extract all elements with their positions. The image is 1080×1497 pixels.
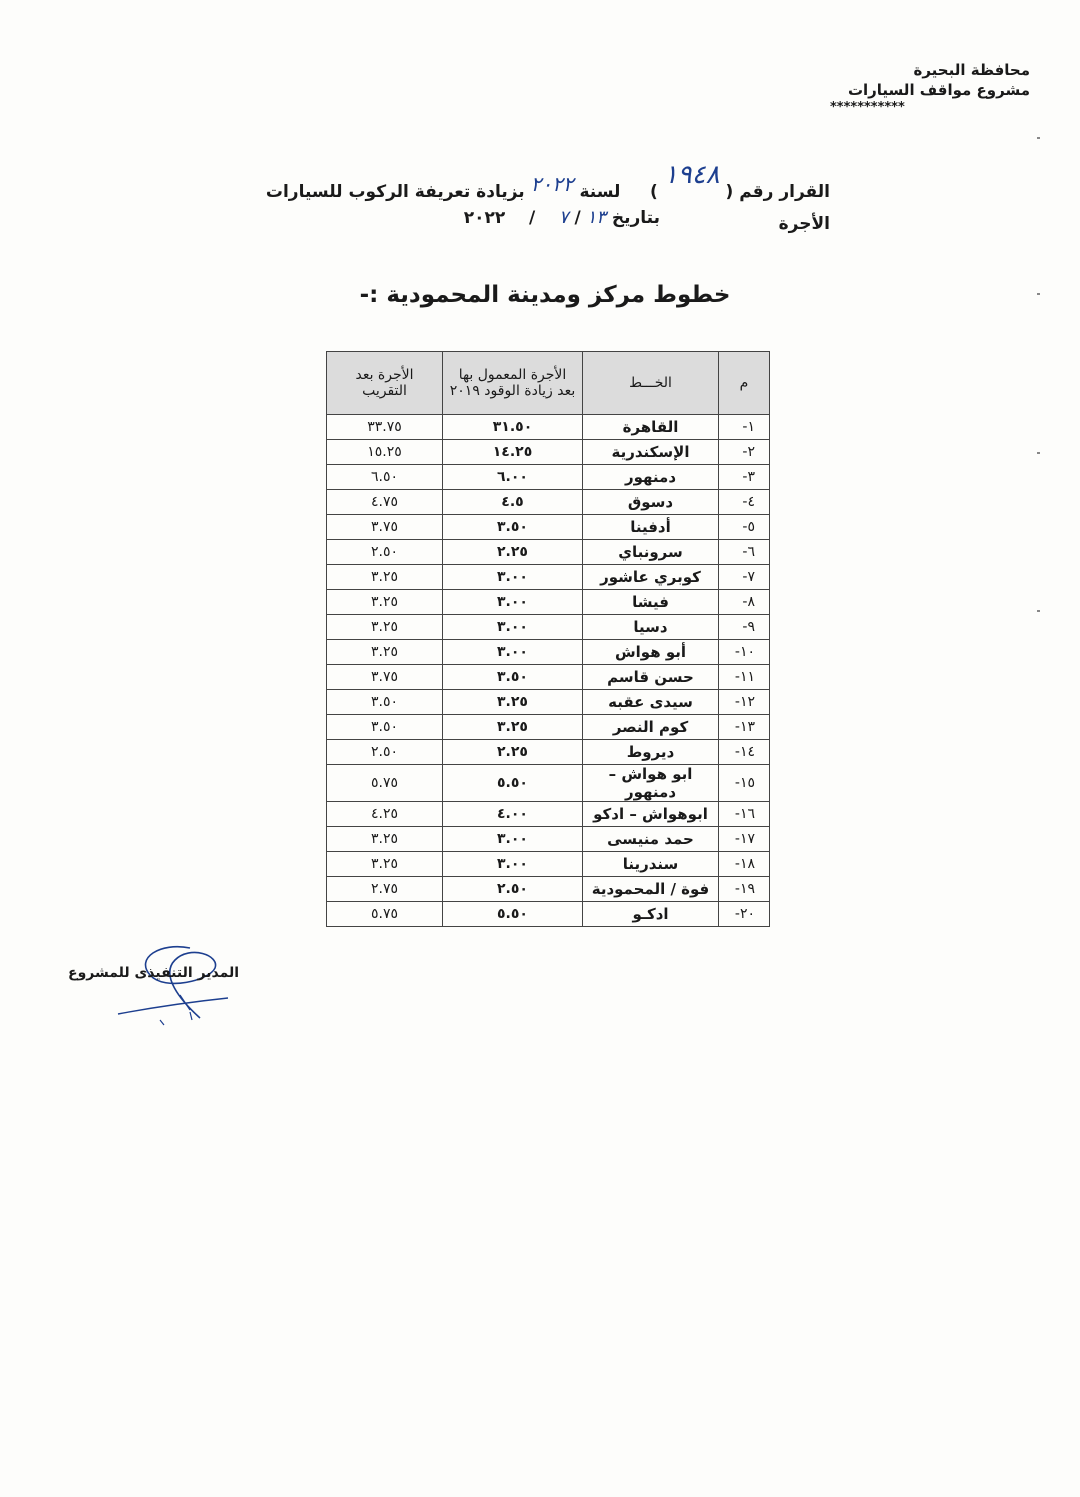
table-row — [327, 540, 770, 565]
decree-subject: بزيادة تعريفة الركوب للسيارات الأجرة — [265, 182, 830, 234]
row-current-fare-cell: ٣١.٥٠ — [443, 415, 583, 440]
row-new-fare-cell: ٣.٢٥ — [327, 827, 443, 852]
row-current-fare-cell: ٣.٥٠ — [443, 515, 583, 540]
row-line-cell: سندرينا — [583, 852, 719, 877]
table-row — [327, 465, 770, 490]
row-num-cell: ١٦- — [719, 802, 770, 827]
section-title-text: خطوط مركز ومدينة المحمودية :- — [359, 282, 731, 308]
row-num-cell: ١٥- — [719, 765, 770, 802]
row-new-fare-cell: ٤.٧٥ — [327, 490, 443, 515]
row-num-cell: ٦- — [719, 540, 770, 565]
table-row — [327, 440, 770, 465]
table-row — [327, 827, 770, 852]
row-current-fare-cell: ٣.٠٠ — [443, 640, 583, 665]
decree-date-label: بتاريخ — [611, 208, 660, 228]
row-new-fare-cell: ٣.٧٥ — [327, 515, 443, 540]
table-body — [327, 415, 770, 927]
row-line-cell: ابو هواش – دمنهور — [583, 765, 719, 802]
row-new-fare-cell: ٢.٥٠ — [327, 540, 443, 565]
table-row — [327, 852, 770, 877]
row-new-fare-cell: ٢.٧٥ — [327, 877, 443, 902]
row-new-fare-cell: ٥.٧٥ — [327, 765, 443, 802]
row-current-fare-cell: ٤.٠٠ — [443, 802, 583, 827]
row-line-cell: أبو هواش — [583, 640, 719, 665]
letterhead — [770, 60, 1030, 118]
row-current-fare-cell: ٣.٥٠ — [443, 665, 583, 690]
row-current-fare-cell: ٣.٠٠ — [443, 615, 583, 640]
fare-table — [326, 351, 770, 927]
row-line-cell: كوبري عاشور — [583, 565, 719, 590]
table-row — [327, 415, 770, 440]
row-new-fare-cell: ٣.٥٠ — [327, 715, 443, 740]
row-num-cell: ٢٠- — [719, 902, 770, 927]
decree-close-paren: ) — [650, 182, 658, 202]
row-line-cell: الإسكندرية — [583, 440, 719, 465]
row-line-cell: سرونباي — [583, 540, 719, 565]
row-line-cell: فيشا — [583, 590, 719, 615]
row-line-cell: دسوق — [583, 490, 719, 515]
decree-day-handwritten: ١٣ — [586, 207, 606, 228]
row-num-cell: ١٧- — [719, 827, 770, 852]
row-line-cell: ادكـو — [583, 902, 719, 927]
row-current-fare-cell: ٢.٥٠ — [443, 877, 583, 902]
decree-date-sep-2: / — [528, 208, 536, 228]
header-num: م — [719, 352, 770, 415]
decree-number-handwritten: ١٩٤٨ — [663, 160, 720, 190]
row-line-cell: دمنهور — [583, 465, 719, 490]
row-num-cell: ١٩- — [719, 877, 770, 902]
header-new-fare: الأجرة بعد التقريب — [327, 352, 443, 415]
decree-month-handwritten: ٧ — [558, 207, 569, 228]
signature-mark — [40, 940, 240, 1040]
row-num-cell: ٤- — [719, 490, 770, 515]
decree-line-2 — [230, 205, 830, 231]
row-line-cell: حمد منيسى — [583, 827, 719, 852]
decree-date-year: ٢٠٢٢ — [463, 208, 506, 228]
table-row — [327, 877, 770, 902]
table-row — [327, 590, 770, 615]
row-num-cell: ١٤- — [719, 740, 770, 765]
row-new-fare-cell: ٢.٥٠ — [327, 740, 443, 765]
row-num-cell: ٥- — [719, 515, 770, 540]
row-current-fare-cell: ٦.٠٠ — [443, 465, 583, 490]
signature-label: المدير التنفيذى للمشروع — [68, 965, 240, 981]
scan-artifact — [1037, 452, 1040, 454]
row-new-fare-cell: ١٥.٢٥ — [327, 440, 443, 465]
table-header-row — [327, 352, 770, 415]
row-num-cell: ١٢- — [719, 690, 770, 715]
decree-year-handwritten: ٢٠٢٢ — [530, 172, 574, 196]
row-current-fare-cell: ٣.٠٠ — [443, 852, 583, 877]
row-new-fare-cell: ٣.٥٠ — [327, 690, 443, 715]
row-num-cell: ٢- — [719, 440, 770, 465]
row-current-fare-cell: ٥.٥٠ — [443, 902, 583, 927]
row-new-fare-cell: ٣.٢٥ — [327, 565, 443, 590]
section-title — [0, 282, 1080, 308]
table-row — [327, 665, 770, 690]
row-current-fare-cell: ٢.٢٥ — [443, 540, 583, 565]
row-line-cell: سيدى عقبه — [583, 690, 719, 715]
row-line-cell: دسيا — [583, 615, 719, 640]
row-new-fare-cell: ٥.٧٥ — [327, 902, 443, 927]
row-line-cell: فوة / المحمودية — [583, 877, 719, 902]
row-current-fare-cell: ٤.٥ — [443, 490, 583, 515]
table-row — [327, 715, 770, 740]
row-new-fare-cell: ٣.٢٥ — [327, 852, 443, 877]
scan-artifact — [1037, 137, 1040, 139]
project-name: مشروع مواقف السيارات — [847, 81, 1030, 99]
row-current-fare-cell: ٣.٠٠ — [443, 827, 583, 852]
table-row — [327, 490, 770, 515]
row-num-cell: ١٣- — [719, 715, 770, 740]
row-new-fare-cell: ٣٣.٧٥ — [327, 415, 443, 440]
row-num-cell: ٨- — [719, 590, 770, 615]
row-num-cell: ١- — [719, 415, 770, 440]
table-row — [327, 902, 770, 927]
row-line-cell: كوم النصر — [583, 715, 719, 740]
row-current-fare-cell: ١٤.٢٥ — [443, 440, 583, 465]
row-new-fare-cell: ٤.٢٥ — [327, 802, 443, 827]
row-new-fare-cell: ٦.٥٠ — [327, 465, 443, 490]
header-current-fare: الأجرة المعمول بها بعد زيادة الوقود ٢٠١٩ — [443, 352, 583, 415]
decree-prefix: القرار رقم ( — [725, 182, 830, 202]
row-new-fare-cell: ٣.٧٥ — [327, 665, 443, 690]
table-row — [327, 565, 770, 590]
header-line: الخـــط — [583, 352, 719, 415]
row-new-fare-cell: ٣.٢٥ — [327, 640, 443, 665]
decree-date-sep-1: / — [574, 208, 581, 228]
row-line-cell: حسن قاسم — [583, 665, 719, 690]
row-line-cell: القاهرة — [583, 415, 719, 440]
decree-heading — [230, 155, 830, 234]
row-num-cell: ٧- — [719, 565, 770, 590]
row-num-cell: ١٠- — [719, 640, 770, 665]
row-num-cell: ١١- — [719, 665, 770, 690]
row-num-cell: ٣- — [719, 465, 770, 490]
table-row — [327, 765, 770, 802]
row-current-fare-cell: ٣.٠٠ — [443, 590, 583, 615]
row-num-cell: ١٨- — [719, 852, 770, 877]
row-current-fare-cell: ٥.٥٠ — [443, 765, 583, 802]
table-row — [327, 640, 770, 665]
row-current-fare-cell: ٣.٢٥ — [443, 690, 583, 715]
row-line-cell: ابوهواش – ادكو — [583, 802, 719, 827]
scan-artifact — [1037, 293, 1040, 295]
row-current-fare-cell: ٣.٠٠ — [443, 565, 583, 590]
row-new-fare-cell: ٣.٢٥ — [327, 615, 443, 640]
table-row — [327, 615, 770, 640]
table-row — [327, 740, 770, 765]
header-separator: *********** — [830, 100, 905, 115]
row-line-cell: أدفينا — [583, 515, 719, 540]
row-current-fare-cell: ٢.٢٥ — [443, 740, 583, 765]
row-current-fare-cell: ٣.٢٥ — [443, 715, 583, 740]
row-new-fare-cell: ٣.٢٥ — [327, 590, 443, 615]
scan-artifact — [1037, 610, 1040, 612]
row-line-cell: ديروط — [583, 740, 719, 765]
decree-year-label: لسنة — [579, 182, 621, 202]
table-row — [327, 802, 770, 827]
governorate-name: محافظة البحيرة — [913, 61, 1030, 79]
table-row — [327, 515, 770, 540]
table-row — [327, 690, 770, 715]
row-num-cell: ٩- — [719, 615, 770, 640]
